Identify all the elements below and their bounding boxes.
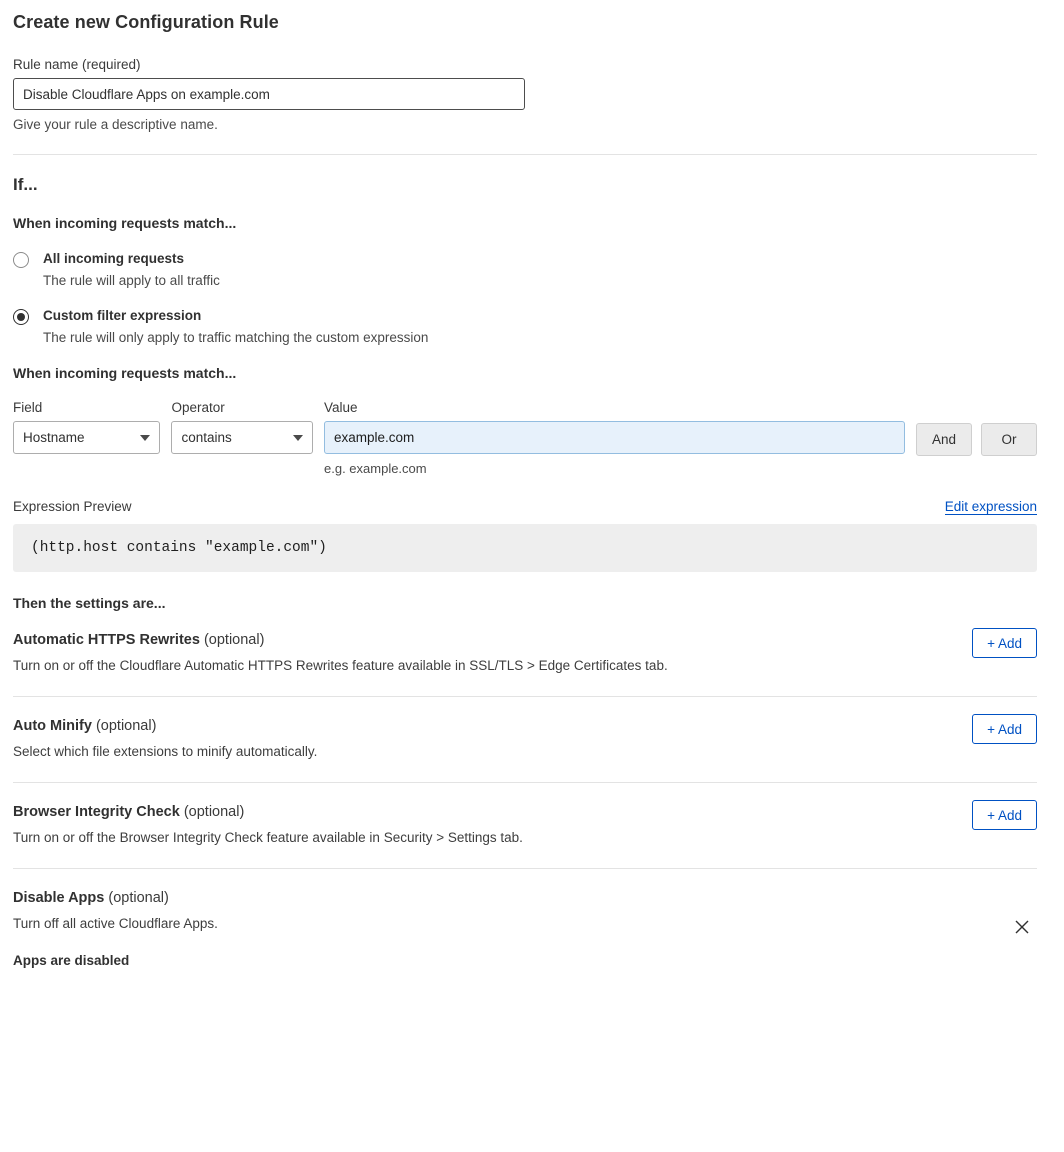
setting-optional-tag: (optional) <box>95 718 157 734</box>
if-section-heading: If... <box>13 175 38 194</box>
edit-expression-link[interactable]: Edit expression <box>944 499 1037 514</box>
expression-builder-row <box>13 400 1037 476</box>
operator-column <box>171 400 313 454</box>
section-divider <box>13 154 1037 155</box>
page-title: Create new Configuration Rule <box>13 12 279 32</box>
radio-option-custom-filter[interactable] <box>13 307 1037 345</box>
operator-label: Operator <box>171 400 225 415</box>
radio-option-description: The rule will only apply to traffic matching the custom expression <box>43 330 429 345</box>
setting-auto-minify <box>13 697 1037 759</box>
remove-setting-button[interactable] <box>1011 917 1033 939</box>
value-help: e.g. example.com <box>324 461 427 476</box>
or-button[interactable]: Or <box>981 423 1037 456</box>
value-column <box>324 400 905 476</box>
setting-title <box>13 718 1037 734</box>
add-setting-button[interactable]: + Add <box>972 714 1037 744</box>
radio-option-description: The rule will apply to all traffic <box>43 273 220 288</box>
setting-description: Turn on or off the Browser Integrity Check feature available in Security > Settings tab. <box>13 830 523 845</box>
setting-optional-tag: (optional) <box>108 890 169 906</box>
setting-name: Disable Apps <box>13 890 105 906</box>
chevron-down-icon <box>293 435 303 441</box>
setting-title <box>13 804 1037 820</box>
then-section-heading: Then the settings are... <box>13 595 166 611</box>
operator-select[interactable] <box>171 421 313 454</box>
setting-description: Turn off all active Cloudflare Apps. <box>13 916 218 931</box>
field-select-value[interactable]: Hostname <box>13 421 160 454</box>
setting-title <box>13 890 1037 906</box>
radio-option-label: All incoming requests <box>43 251 185 266</box>
add-setting-button[interactable]: + Add <box>972 628 1037 658</box>
setting-description: Select which file extensions to minify automatically. <box>13 744 318 759</box>
expression-preview-header <box>13 499 1037 515</box>
setting-name: Automatic HTTPS Rewrites <box>13 632 200 648</box>
setting-disable-apps <box>13 869 1037 968</box>
add-setting-button[interactable]: + Add <box>972 800 1037 830</box>
setting-optional-tag: (optional) <box>183 804 245 820</box>
expression-preview-box: (http.host contains "example.com") <box>13 524 1037 572</box>
logic-buttons <box>916 400 1037 456</box>
close-icon <box>1012 917 1032 937</box>
chevron-down-icon <box>140 435 150 441</box>
value-label: Value <box>324 400 358 415</box>
field-select[interactable] <box>13 421 160 454</box>
operator-select-value[interactable]: contains <box>171 421 313 454</box>
setting-name: Browser Integrity Check <box>13 804 180 820</box>
radio-option-all-requests[interactable] <box>13 250 1037 288</box>
field-label: Field <box>13 400 43 415</box>
rule-name-label: Rule name (required) <box>13 57 141 72</box>
setting-browser-integrity-check <box>13 783 1037 845</box>
field-column <box>13 400 160 454</box>
and-button[interactable]: And <box>916 423 972 456</box>
radio-icon-selected[interactable] <box>13 309 29 325</box>
rule-name-input[interactable] <box>13 78 525 110</box>
setting-optional-tag: (optional) <box>203 632 265 648</box>
radio-icon[interactable] <box>13 252 29 268</box>
setting-name: Auto Minify <box>13 718 92 734</box>
value-input[interactable] <box>324 421 905 454</box>
expression-preview-label: Expression Preview <box>13 499 132 514</box>
match-heading: When incoming requests match... <box>13 215 237 231</box>
radio-option-label: Custom filter expression <box>43 308 202 323</box>
rule-name-help: Give your rule a descriptive name. <box>13 117 218 132</box>
setting-automatic-https-rewrites <box>13 611 1037 673</box>
setting-title <box>13 632 1037 648</box>
setting-description: Turn on or off the Cloudflare Automatic HTTPS Rewrites feature available in SSL/TLS > Edge Certificates tab. <box>13 658 668 673</box>
setting-status: Apps are disabled <box>13 953 130 968</box>
expression-builder-heading: When incoming requests match... <box>13 365 237 381</box>
